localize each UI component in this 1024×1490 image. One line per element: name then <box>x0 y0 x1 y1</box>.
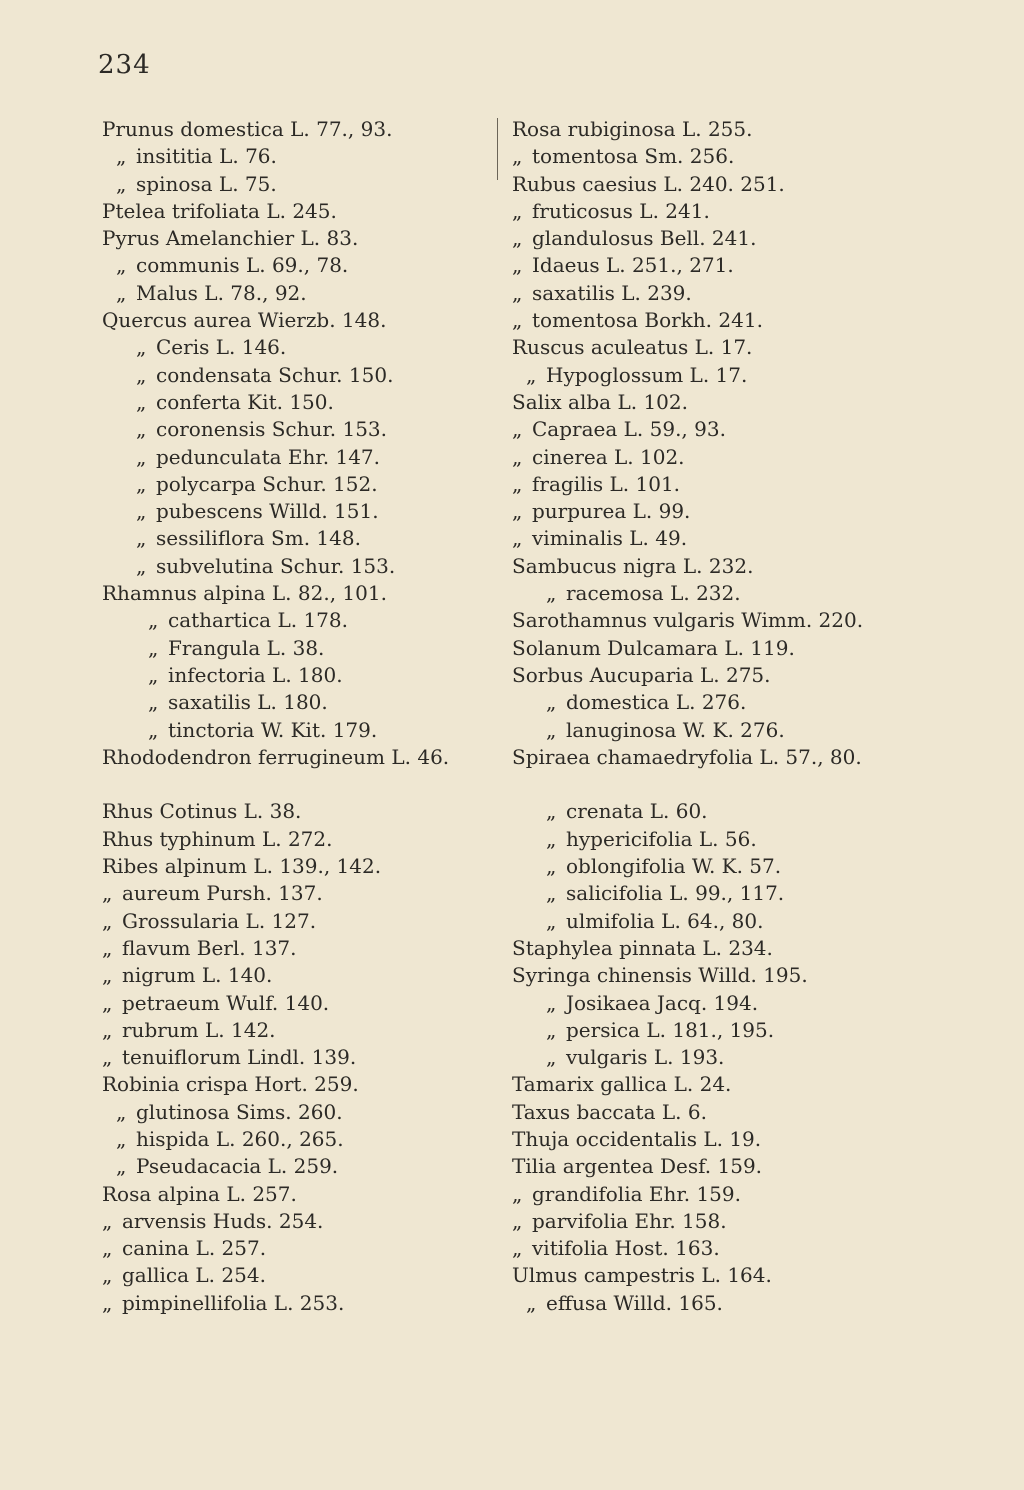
index-entry: Sarothamnus vulgaris Wimm. 220. <box>512 608 864 633</box>
entry-text: Josikaea Jacq. 194. <box>566 990 759 1015</box>
ditto-mark: „ <box>546 854 557 879</box>
index-entry: Spiraea chamaedryfolia L. 57., 80. <box>512 744 862 769</box>
ditto-mark: „ <box>512 1208 523 1233</box>
entry-text: effusa Willd. 165. <box>546 1290 723 1315</box>
ditto-mark: „ <box>148 662 159 687</box>
index-entry <box>102 1208 498 1235</box>
entry-text: Grossularia L. 127. <box>122 908 317 933</box>
entry-text: saxatilis L. 180. <box>168 690 328 715</box>
ditto-mark: „ <box>136 499 147 524</box>
index-entry <box>102 1126 498 1153</box>
index-entry <box>102 962 498 989</box>
index-entry <box>102 416 498 443</box>
ditto-mark: „ <box>116 1154 127 1179</box>
entry-text: fragilis L. 101. <box>532 471 681 496</box>
index-entry: Robinia crispa Hort. 259. <box>102 1072 359 1097</box>
ditto-mark: „ <box>102 908 113 933</box>
index-entry: Ulmus campestris L. 164. <box>512 1263 772 1288</box>
index-entry <box>102 607 498 634</box>
entry-text: tenuiflorum Lindl. 139. <box>122 1045 357 1070</box>
index-entry <box>102 635 498 662</box>
entry-text: glutinosa Sims. 260. <box>136 1099 343 1124</box>
index-entry <box>512 853 922 880</box>
index-entry: Rubus caesius L. 240. 251. <box>512 171 785 196</box>
ditto-mark: „ <box>546 717 557 742</box>
entry-text: aureum Pursh. 137. <box>122 881 323 906</box>
ditto-mark: „ <box>116 171 127 196</box>
index-entry <box>512 689 922 716</box>
index-entry <box>512 1208 922 1235</box>
index-entry <box>512 908 922 935</box>
index-entry <box>102 471 498 498</box>
index-entry <box>102 280 498 307</box>
ditto-mark: „ <box>546 690 557 715</box>
index-entry: Rhamnus alpina L. 82., 101. <box>102 581 387 606</box>
ditto-mark: „ <box>512 280 523 305</box>
entry-text: salicifolia L. 99., 117. <box>566 881 785 906</box>
entry-text: nigrum L. 140. <box>122 963 273 988</box>
entry-text: canina L. 257. <box>122 1236 267 1261</box>
entry-text: lanuginosa W. K. 276. <box>566 717 785 742</box>
entry-text: domestica L. 276. <box>566 690 747 715</box>
ditto-mark: „ <box>526 362 537 387</box>
ditto-mark: „ <box>102 1236 113 1261</box>
ditto-mark: „ <box>546 826 557 851</box>
index-entry: Pyrus Amelanchier L. 83. <box>102 226 359 251</box>
ditto-mark: „ <box>136 335 147 360</box>
ditto-mark: „ <box>102 963 113 988</box>
index-entry: Ribes alpinum L. 139., 142. <box>102 854 382 879</box>
index-entry <box>102 143 498 170</box>
entry-text: Malus L. 78., 92. <box>136 280 307 305</box>
right-column <box>512 116 922 1317</box>
ditto-mark: „ <box>512 526 523 551</box>
index-entry <box>512 471 922 498</box>
entry-text: pubescens Willd. 151. <box>156 499 379 524</box>
index-entry <box>102 1290 498 1317</box>
index-entry: Quercus aurea Wierzb. 148. <box>102 308 387 333</box>
entry-text: gallica L. 254. <box>122 1263 266 1288</box>
index-entry: Rosa alpina L. 257. <box>102 1181 297 1206</box>
index-entry: Ptelea trifoliata L. 245. <box>102 198 337 223</box>
ditto-mark: „ <box>512 417 523 442</box>
entry-text: subvelutina Schur. 153. <box>156 553 396 578</box>
index-entry <box>512 362 922 389</box>
index-entry <box>512 1017 922 1044</box>
ditto-mark: „ <box>546 581 557 606</box>
index-entry <box>512 1181 922 1208</box>
ditto-mark: „ <box>136 553 147 578</box>
ditto-mark: „ <box>102 1017 113 1042</box>
ditto-mark: „ <box>546 1045 557 1070</box>
entry-text: tomentosa Sm. 256. <box>532 144 735 169</box>
ditto-mark: „ <box>116 280 127 305</box>
entry-text: persica L. 181., 195. <box>566 1017 775 1042</box>
index-entry <box>102 689 498 716</box>
index-entry <box>512 280 922 307</box>
index-entry <box>102 990 498 1017</box>
entry-text: racemosa L. 232. <box>566 581 741 606</box>
index-entry: Sorbus Aucuparia L. 275. <box>512 662 771 687</box>
index-entry <box>512 880 922 907</box>
entry-text: cathartica L. 178. <box>168 608 348 633</box>
entry-text: tinctoria W. Kit. 179. <box>168 717 378 742</box>
entry-text: hypericifolia L. 56. <box>566 826 757 851</box>
entry-text: crenata L. 60. <box>566 799 708 824</box>
entry-text: spinosa L. 75. <box>136 171 277 196</box>
ditto-mark: „ <box>136 417 147 442</box>
index-entry <box>102 717 498 744</box>
ditto-mark: „ <box>512 198 523 223</box>
index-entry <box>102 908 498 935</box>
entry-text: pimpinellifolia L. 253. <box>122 1290 345 1315</box>
index-entry <box>102 1153 498 1180</box>
entry-text: glandulosus Bell. 241. <box>532 226 757 251</box>
ditto-mark: „ <box>546 1017 557 1042</box>
ditto-mark: „ <box>512 144 523 169</box>
ditto-mark: „ <box>512 444 523 469</box>
ditto-mark: „ <box>512 308 523 333</box>
ditto-mark: „ <box>136 444 147 469</box>
index-entry <box>512 1290 922 1317</box>
ditto-mark: „ <box>526 1290 537 1315</box>
ditto-mark: „ <box>148 690 159 715</box>
entry-text: Ceris L. 146. <box>156 335 287 360</box>
index-entry <box>102 1235 498 1262</box>
ditto-mark: „ <box>546 990 557 1015</box>
ditto-mark: „ <box>512 499 523 524</box>
index-entry: Staphylea pinnata L. 234. <box>512 935 773 960</box>
ditto-mark: „ <box>116 1126 127 1151</box>
index-entry <box>102 389 498 416</box>
ditto-mark: „ <box>512 471 523 496</box>
ditto-mark: „ <box>116 1099 127 1124</box>
entry-text: parvifolia Ehr. 158. <box>532 1208 727 1233</box>
index-entry: Tamarix gallica L. 24. <box>512 1072 732 1097</box>
index-entry <box>102 1099 498 1126</box>
entry-text: Frangula L. 38. <box>168 635 325 660</box>
entry-text: vitifolia Host. 163. <box>532 1236 720 1261</box>
ditto-mark: „ <box>512 253 523 278</box>
index-entry: Taxus baccata L. 6. <box>512 1099 707 1124</box>
ditto-mark: „ <box>148 635 159 660</box>
entry-text: vulgaris L. 193. <box>566 1045 725 1070</box>
index-entry <box>102 334 498 361</box>
ditto-mark: „ <box>148 608 159 633</box>
entry-text: viminalis L. 49. <box>532 526 688 551</box>
index-entry: Ruscus aculeatus L. 17. <box>512 335 753 360</box>
index-entry <box>102 1017 498 1044</box>
ditto-mark: „ <box>148 717 159 742</box>
ditto-mark: „ <box>512 1236 523 1261</box>
index-entry <box>512 990 922 1017</box>
ditto-mark: „ <box>136 471 147 496</box>
index-entry: Rhus Cotinus L. 38. <box>102 799 302 824</box>
index-entry <box>102 362 498 389</box>
ditto-mark: „ <box>116 144 127 169</box>
page-number: 234 <box>98 50 151 80</box>
left-column <box>102 116 498 1317</box>
entry-text: purpurea L. 99. <box>532 499 691 524</box>
ditto-mark: „ <box>546 881 557 906</box>
index-entry <box>102 1262 498 1289</box>
entry-text: insititia L. 76. <box>136 144 277 169</box>
ditto-mark: „ <box>136 362 147 387</box>
entry-text: condensata Schur. 150. <box>156 362 394 387</box>
ditto-mark: „ <box>102 881 113 906</box>
entry-text: rubrum L. 142. <box>122 1017 276 1042</box>
index-entry <box>102 935 498 962</box>
ditto-mark: „ <box>546 799 557 824</box>
index-entry <box>512 498 922 525</box>
entry-text: ulmifolia L. 64., 80. <box>566 908 764 933</box>
index-entry <box>512 717 922 744</box>
entry-text: grandifolia Ehr. 159. <box>532 1181 741 1206</box>
index-entry: Tilia argentea Desf. 159. <box>512 1154 763 1179</box>
index-entry: Syringa chinensis Willd. 195. <box>512 963 808 988</box>
ditto-mark: „ <box>512 226 523 251</box>
index-entry <box>102 498 498 525</box>
ditto-mark: „ <box>136 526 147 551</box>
ditto-mark: „ <box>102 1208 113 1233</box>
entry-text: petraeum Wulf. 140. <box>122 990 330 1015</box>
ditto-mark: „ <box>102 935 113 960</box>
entry-text: coronensis Schur. 153. <box>156 417 387 442</box>
index-entry: Rhus typhinum L. 272. <box>102 826 333 851</box>
entry-text: Pseudacacia L. 259. <box>136 1154 339 1179</box>
index-entry <box>512 143 922 170</box>
index-entry <box>102 662 498 689</box>
index-entry <box>512 525 922 552</box>
index-entry <box>102 553 498 580</box>
index-entry <box>102 444 498 471</box>
entry-text: hispida L. 260., 265. <box>136 1126 344 1151</box>
index-entry: Sambucus nigra L. 232. <box>512 553 754 578</box>
ditto-mark: „ <box>102 1263 113 1288</box>
entry-text: communis L. 69., 78. <box>136 253 349 278</box>
index-entry <box>512 252 922 279</box>
entry-text: sessiliflora Sm. 148. <box>156 526 361 551</box>
index-entry <box>102 880 498 907</box>
index-entry <box>102 525 498 552</box>
index-entry <box>512 826 922 853</box>
index-entry <box>512 1235 922 1262</box>
index-entry <box>512 198 922 225</box>
index-entry <box>102 1044 498 1071</box>
entry-text: Hypoglossum L. 17. <box>546 362 748 387</box>
index-entry <box>512 416 922 443</box>
index-entry: Rhododendron ferrugineum L. 46. <box>102 744 450 769</box>
ditto-mark: „ <box>546 908 557 933</box>
index-entry <box>512 225 922 252</box>
entry-text: saxatilis L. 239. <box>532 280 692 305</box>
entry-text: infectoria L. 180. <box>168 662 343 687</box>
entry-text: fruticosus L. 241. <box>532 198 710 223</box>
index-entry <box>102 171 498 198</box>
ditto-mark: „ <box>102 1290 113 1315</box>
ditto-mark: „ <box>512 1181 523 1206</box>
entry-text: pedunculata Ehr. 147. <box>156 444 381 469</box>
index-entry: Salix alba L. 102. <box>512 389 688 414</box>
ditto-mark: „ <box>102 1045 113 1070</box>
index-entry <box>512 580 922 607</box>
index-entry: Prunus domestica L. 77., 93. <box>102 117 393 141</box>
index-entry <box>512 1044 922 1071</box>
entry-text: cinerea L. 102. <box>532 444 685 469</box>
entry-text: conferta Kit. 150. <box>156 389 334 414</box>
index-entry <box>512 307 922 334</box>
entry-text: polycarpa Schur. 152. <box>156 471 378 496</box>
index-entry <box>102 252 498 279</box>
entry-text: Capraea L. 59., 93. <box>532 417 726 442</box>
index-entry <box>512 444 922 471</box>
entry-text: Idaeus L. 251., 271. <box>532 253 734 278</box>
entry-text: tomentosa Borkh. 241. <box>532 308 763 333</box>
index-entry <box>512 798 922 825</box>
index-entry: Rosa rubiginosa L. 255. <box>512 117 753 141</box>
ditto-mark: „ <box>136 389 147 414</box>
entry-text: oblongifolia W. K. 57. <box>566 854 782 879</box>
index-entry: Thuja occidentalis L. 19. <box>512 1126 762 1151</box>
ditto-mark: „ <box>116 253 127 278</box>
ditto-mark: „ <box>102 990 113 1015</box>
entry-text: flavum Berl. 137. <box>122 935 297 960</box>
entry-text: arvensis Huds. 254. <box>122 1208 324 1233</box>
index-entry: Solanum Dulcamara L. 119. <box>512 635 795 660</box>
